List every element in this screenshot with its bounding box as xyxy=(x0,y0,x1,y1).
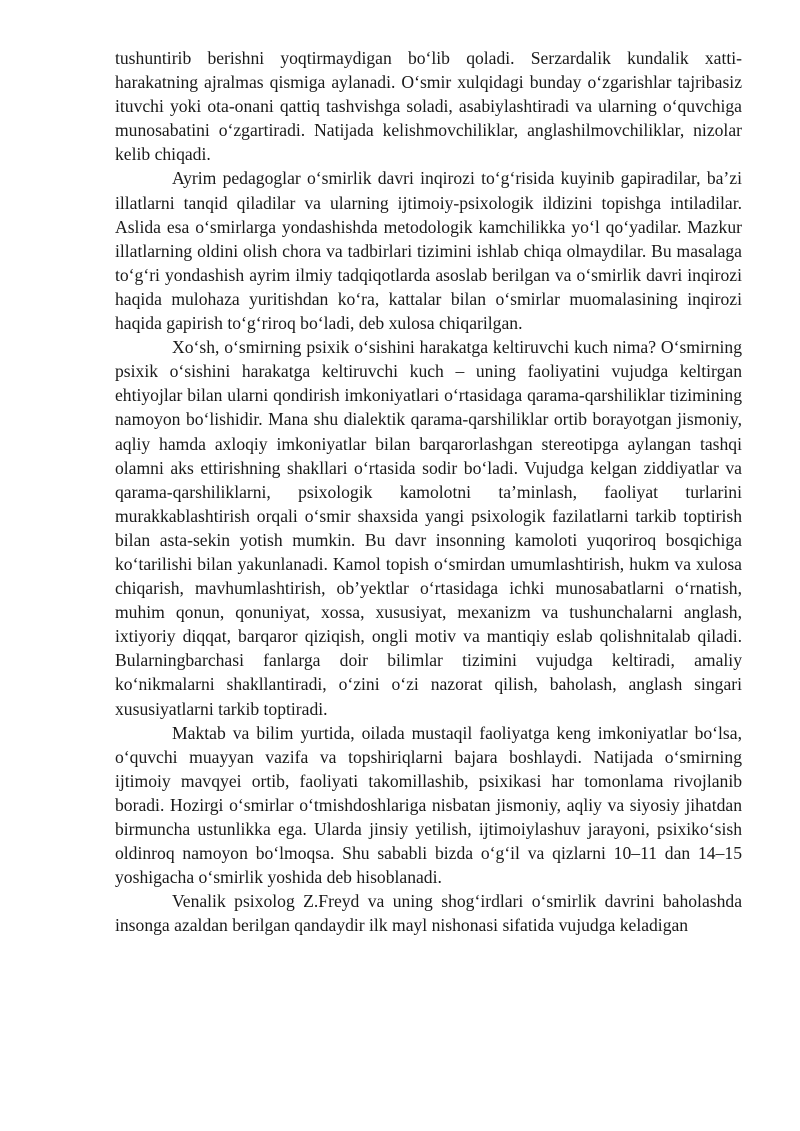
paragraph-4: Maktab va bilim yurtida, oilada mustaqil faoliyatga keng imkoniyatlar bo‘lsa, o‘quvchi muayyan vazifa va topshiriqlarni bajara boshlaydi. Natijada o‘smirning ijtimoiy mavqyei ortib, faoliyati takomillashib, psixikasi har tomonlama rivojlanib boradi. Hozirgi o‘smirlar o‘tmishdoshlariga nisbatan jismoniy, aqliy va siyosiy jihatdan birmuncha ustunlikka ega. Ularda jinsiy yetilish, ijtimoiylashuv jarayoni, psixiko‘sish oldinroq namoyon bo‘lmoqsa. Shu sababli bizda o‘g‘il va qizlarni 10–11 dan 14–15 yoshigacha o‘smirlik yoshida deb hisoblanadi. xyxy=(115,722,742,888)
document-page xyxy=(115,46,742,937)
paragraph-2: Ayrim pedagoglar o‘smirlik davri inqirozi to‘g‘risida kuyinib gapiradilar, ba’zi illatlarni tanqid qiladilar va ularning ijtimoiy-psixologik ildizini topishga intiladilar. Aslida esa o‘smirlarga yondashishda metodologik kamchilikka yo‘l qo‘yadilar. Mazkur illatlarning oldini olish chora va tadbirlari tizimini ishlab chiqa olmaydilar. Bu masalaga to‘g‘ri yondashish ayrim ilmiy tadqiqotlarda asoslab berilgan va o‘smirlik davri inqirozi haqida mulohaza yuritishdan ko‘ra, kattalar bilan o‘smirlar muomalasining inqirozi haqida gapirish to‘g‘riroq bo‘ladi, deb xulosa chiqarilgan. xyxy=(115,168,742,334)
paragraph-1: tushuntirib berishni yoqtirmaydigan bo‘lib qoladi. Serzardalik kundalik xatti-harakatning ajralmas qismiga aylanadi. O‘smir xulqidagi bunday o‘zgarishlar tajribasiz ituvchi yoki ota-onani qattiq tashvishga soladi, asabiylashtiradi va ularning o‘quvchiga munosabatini o‘zgartiradi. Natijada kelishmovchiliklar, anglashilmovchiliklar, nizolar kelib chiqadi. xyxy=(115,48,742,165)
paragraph-3: Xo‘sh, o‘smirning psixik o‘sishini harakatga keltiruvchi kuch nima? O‘smirning psixik o‘sishini harakatga keltiruvchi kuch – uning faoliyatini vujudga keltirgan ehtiyojlar bilan ularni qondirish imkoniyatlari o‘rtasidaga qarama-qarshiliklar tizimining namoyon bo‘lishidir. Mana shu dialektik qarama-qarshiliklar ortib borayotgan jismoniy, aqliy hamda axloqiy imkoniyatlar bilan barqarorlashgan stereotipga aylangan tashqi olamni aks ettirishning shakllari o‘rtasida sodir bo‘ladi. Vujudga kelgan ziddiyatlar va qarama-qarshiliklarni, psixologik kamolotni ta’minlash, faoliyat turlarini murakkablashtirish orqali o‘smir shaxsida yangi psixologik fazilatlarni tarkib toptirish bilan asta-sekin yotish mumkin. Bu davr insonning kamoloti yuqoriroq bosqichiga ko‘tarilishi bilan yakunlanadi. Kamol topish o‘smirdan umumlashtirish, hukm va xulosa chiqarish, mavhumlashtirish, ob’yektlar o‘rtasidaga ichki munosabatlarni o‘rnatish, muhim qonun, qonuniyat, xossa, xususiyat, mexanizm va tushunchalarni anglash, ixtiyoriy diqqat, barqaror qiziqish, ongli motiv va mantiqiy eslab qolishnitalab qiladi. Bularningbarchasi fanlarga doir bilimlar tizimini vujudga keltiradi, amaliy ko‘nikmalarni shakllantiradi, o‘zini o‘zi nazorat qilish, baholash, anglash singari xususiyatlarni tarkib toptiradi. xyxy=(115,337,742,719)
paragraph-5: Venalik psixolog Z.Freyd va uning shog‘irdlari o‘smirlik davrini baholashda insonga azaldan berilgan qandaydir ilk mayl nishonasi sifatida vujudga keladigan xyxy=(115,891,742,936)
